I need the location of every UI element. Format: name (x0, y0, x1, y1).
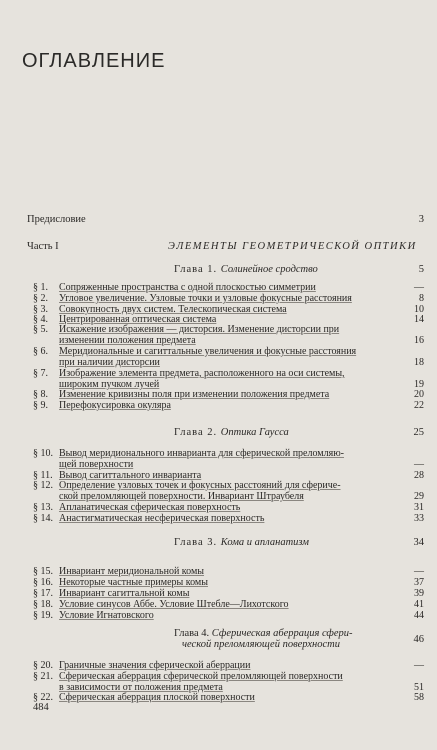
section-page: 10 (414, 304, 424, 315)
section-page: — (414, 282, 424, 293)
section-title: Условие синусов Аббе. Условие Штебле—Лихотского (59, 599, 289, 610)
section-title: Меридиональные и сагиттальные увеличения и фокусные расстояния (59, 346, 357, 357)
section-page: 33 (414, 513, 424, 524)
toc-entry (33, 502, 403, 513)
section-title: Изменение кривизны поля при изменении положения предмета (59, 389, 330, 400)
section-number: § 8. (33, 389, 48, 400)
section-title: Анастигматическая несферическая поверхность (59, 513, 265, 524)
section-number: § 13. (33, 502, 53, 513)
chapter-3-name: Кома и апланатизм (220, 537, 309, 548)
toc-entry (33, 293, 403, 304)
chapter-4-title (174, 628, 404, 650)
section-number: § 22. (33, 692, 53, 703)
section-number: § 1. (33, 282, 48, 293)
section-number: § 17. (33, 588, 53, 599)
section-number: § 14. (33, 513, 53, 524)
toc-entry (33, 660, 403, 671)
section-number: § 3. (33, 304, 48, 315)
toc-entry (33, 610, 403, 621)
section-title: Апланатическая сферическая поверхность (59, 502, 241, 513)
toc-entry (33, 588, 403, 599)
section-title-cont: в зависимости от положения предмета (59, 682, 223, 693)
toc-entry (33, 566, 403, 577)
section-number: § 12. (33, 480, 53, 491)
section-number: § 7. (33, 368, 48, 379)
section-number: § 16. (33, 577, 53, 588)
section-title: Условие Игнатовского (59, 610, 154, 621)
part-title: ЭЛЕМЕНТЫ ГЕОМЕТРИЧЕСКОЙ ОПТИКИ (168, 241, 417, 252)
section-title-cont: при наличии дисторсии (59, 357, 160, 368)
toc-entry (33, 513, 403, 524)
chapter-1-name: Солинейное сродство (220, 264, 318, 275)
section-page: 29 (414, 491, 424, 502)
section-page: 22 (414, 400, 424, 411)
chapter-3-title (174, 537, 309, 548)
section-page: 16 (414, 335, 424, 346)
chapter-4-prefix: Глава 4. (174, 628, 210, 639)
section-number: § 4. (33, 314, 48, 325)
section-title: Вывод сагиттального инварианта (59, 470, 202, 481)
toc-title: ОГЛАВЛЕНИЕ (22, 50, 166, 72)
section-title-cont: ской преломляющей поверхности. Инвариант Штраубеля (59, 491, 304, 502)
section-number: § 18. (33, 599, 53, 610)
section-page: 51 (414, 682, 424, 693)
section-page: 14 (414, 314, 424, 325)
section-title: Сферическая аберрация сферической преломляющей поверхности (59, 671, 343, 682)
toc-entry (33, 324, 403, 346)
section-number: § 11. (33, 470, 53, 481)
section-title: Перефокусировка окуляра (59, 400, 171, 411)
section-title: Инвариант меридиональной комы (59, 566, 205, 577)
section-page: — (414, 660, 424, 671)
section-number: § 20. (33, 660, 53, 671)
section-number: § 6. (33, 346, 48, 357)
section-title-cont: щей поверхности (59, 459, 134, 470)
toc-entry (33, 480, 403, 502)
section-title: Сопряженные пространства с одной плоскостью симметрии (59, 282, 316, 293)
section-page: 41 (414, 599, 424, 610)
section-title-cont: изменении положения предмета (59, 335, 196, 346)
section-number: § 21. (33, 671, 53, 682)
chapter-2-prefix: Глава 2. (174, 427, 218, 438)
part-label: Часть I (27, 241, 59, 252)
preface-page: 3 (418, 214, 424, 225)
chapter-1-title (174, 264, 318, 275)
section-page: 58 (414, 692, 424, 703)
section-page: 39 (414, 588, 424, 599)
chapter-3-page: 34 (413, 537, 424, 548)
section-page: 8 (419, 293, 424, 304)
section-title: Некоторые частные примеры комы (59, 577, 208, 588)
chapter-1-prefix: Глава 1. (174, 264, 218, 275)
section-title: Сферическая аберрация плоской поверхности (59, 692, 255, 703)
section-page: 20 (414, 389, 424, 400)
chapter-4-heading (0, 628, 437, 652)
chapter-4-name-cont: ческой преломляющей поверхности (182, 639, 340, 650)
section-title: Совокупность двух систем. Телескопическая система (59, 304, 287, 315)
section-title: Изображение элемента предмета, расположенного на оси системы, (59, 368, 345, 379)
toc-entry (33, 448, 403, 470)
toc-entry (33, 599, 403, 610)
section-number: § 10. (33, 448, 53, 459)
page-number: 484 (33, 702, 49, 713)
section-title: Угловое увеличение. Узловые точки и узловые фокусные расстояния (59, 293, 352, 304)
toc-entry (33, 400, 403, 411)
section-title: Граничные значения сферической аберрации (59, 660, 251, 671)
section-number: § 19. (33, 610, 53, 621)
toc-entry (33, 692, 403, 703)
chapter-2-title (174, 427, 289, 438)
section-page: — (414, 566, 424, 577)
section-title: Вывод меридионального инварианта для сферической преломляю- (59, 448, 345, 459)
section-title: Инвариант сагиттальной комы (59, 588, 190, 599)
toc-entry (33, 389, 403, 400)
toc-entry (33, 282, 403, 293)
toc-entry (33, 368, 403, 390)
section-number: § 15. (33, 566, 53, 577)
toc-entry (33, 346, 403, 368)
section-page: 19 (414, 379, 424, 390)
chapter-1-page: 5 (418, 264, 424, 275)
chapter-2-name: Оптика Гаусса (220, 427, 289, 438)
section-page: 37 (414, 577, 424, 588)
toc-entry (33, 577, 403, 588)
chapter-4-name: Сферическая аберрация сфери- (211, 628, 353, 639)
section-page: 44 (414, 610, 424, 621)
section-number: § 5. (33, 324, 48, 335)
chapter-4-page: 46 (413, 634, 424, 645)
section-title: Центрированная оптическая система (59, 314, 217, 325)
toc-entry (33, 671, 403, 693)
section-number: § 2. (33, 293, 48, 304)
section-title: Определение узловых точек и фокусных расстояний для сфериче- (59, 480, 341, 491)
section-page: 18 (414, 357, 424, 368)
section-title: Искажение изображения — дисторсия. Изменение дисторсии при (59, 324, 340, 335)
section-page: 28 (414, 470, 424, 481)
preface-label: Предисловие (27, 214, 86, 225)
section-page: — (414, 459, 424, 470)
section-page: 31 (414, 502, 424, 513)
section-number: § 9. (33, 400, 48, 411)
chapter-3-prefix: Глава 3. (174, 537, 218, 548)
section-title-cont: широким пучком лучей (59, 379, 160, 390)
chapter-2-page: 25 (413, 427, 424, 438)
